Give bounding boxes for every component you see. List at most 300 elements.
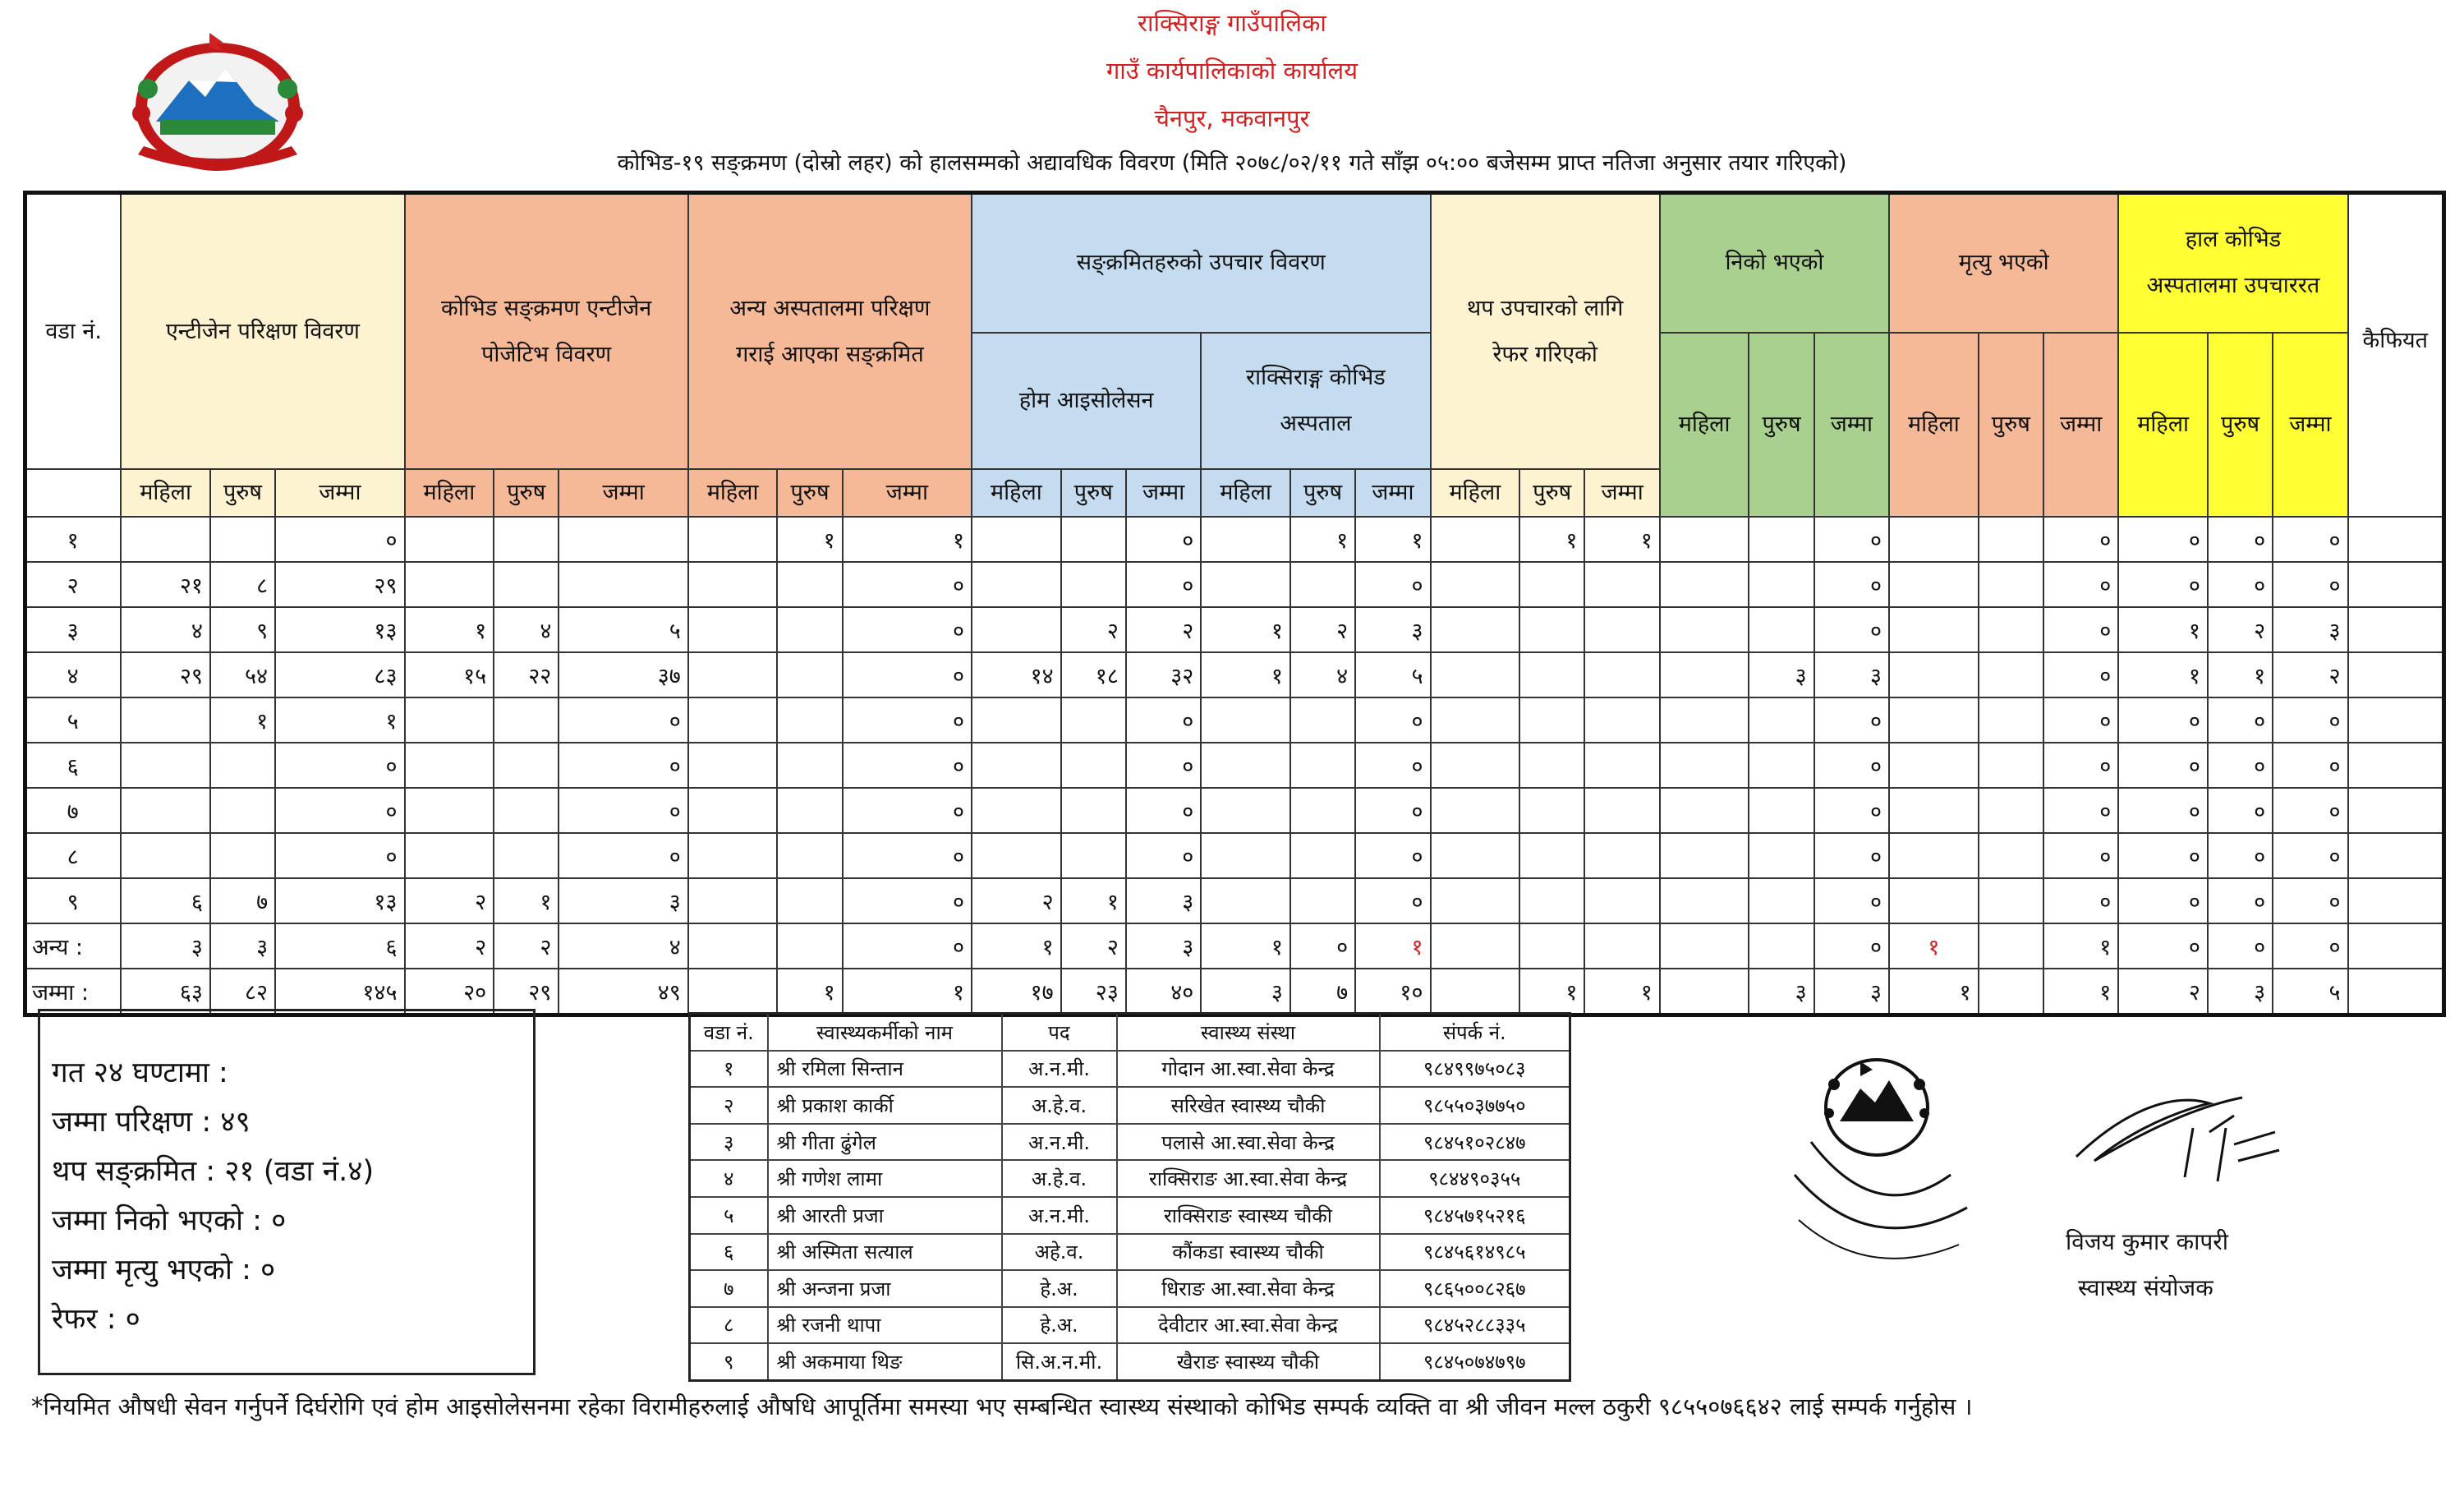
data-cell bbox=[1979, 652, 2043, 697]
data-cell bbox=[1660, 607, 1749, 652]
data-cell bbox=[494, 833, 559, 878]
staff-ward: ५ bbox=[690, 1197, 768, 1234]
staff-institution: सरिखेत स्वास्थ्य चौकी bbox=[1117, 1087, 1380, 1124]
data-cell: १३ bbox=[275, 607, 404, 652]
data-cell bbox=[1660, 969, 1749, 1015]
data-cell bbox=[2348, 607, 2444, 652]
group-current bbox=[2118, 193, 2347, 333]
data-cell bbox=[1660, 697, 1749, 743]
current-female: महिला bbox=[2118, 333, 2208, 518]
data-cell bbox=[405, 562, 494, 607]
data-cell bbox=[972, 562, 1061, 607]
data-cell bbox=[2348, 562, 2444, 607]
data-cell bbox=[210, 517, 275, 562]
data-cell: १ bbox=[777, 517, 842, 562]
data-cell: १ bbox=[275, 697, 404, 743]
data-cell bbox=[2348, 517, 2444, 562]
data-cell: ० bbox=[2118, 517, 2208, 562]
data-cell bbox=[405, 517, 494, 562]
data-cell: ० bbox=[843, 562, 972, 607]
staff-post: अ.न.मी. bbox=[1002, 1124, 1117, 1161]
data-cell: ३ bbox=[559, 878, 687, 923]
data-cell bbox=[494, 788, 559, 833]
header-line2: गाउँ कार्यपालिकाको कार्यालय bbox=[1106, 57, 1358, 85]
data-cell bbox=[1749, 607, 1814, 652]
staff-phone: ९८४५०७४७९७ bbox=[1380, 1343, 1570, 1380]
data-cell bbox=[1889, 562, 1979, 607]
table-row bbox=[25, 652, 2444, 697]
table-row bbox=[25, 833, 2444, 878]
data-cell: ० bbox=[2273, 697, 2347, 743]
data-cell bbox=[1290, 878, 1355, 923]
data-cell bbox=[1584, 652, 1659, 697]
data-cell bbox=[1431, 652, 1520, 697]
data-cell bbox=[1660, 652, 1749, 697]
data-cell: २३ bbox=[1061, 969, 1126, 1015]
staff-header-row bbox=[690, 1014, 1570, 1051]
staff-name: श्री रजनी थापा bbox=[768, 1307, 1002, 1344]
data-cell: ० bbox=[1126, 697, 1201, 743]
staff-row bbox=[690, 1234, 1570, 1271]
data-cell bbox=[1061, 833, 1126, 878]
data-cell: १ bbox=[494, 878, 559, 923]
data-cell: ० bbox=[1355, 788, 1430, 833]
summary-recovered: जम्मा निको भएको : ० bbox=[52, 1204, 287, 1237]
data-cell bbox=[1061, 743, 1126, 788]
group-other-line1: अन्य अस्पतालमा परिक्षण bbox=[729, 295, 931, 321]
data-cell: १४५ bbox=[275, 969, 404, 1015]
data-cell: १ bbox=[2118, 652, 2208, 697]
data-cell: ४ bbox=[494, 607, 559, 652]
data-cell bbox=[1979, 878, 2043, 923]
home-female: महिला bbox=[972, 469, 1061, 517]
data-cell: २ bbox=[1061, 607, 1126, 652]
data-cell bbox=[1749, 517, 1814, 562]
staff-row bbox=[690, 1307, 1570, 1344]
staff-row bbox=[690, 1160, 1570, 1197]
data-cell: २९ bbox=[275, 562, 404, 607]
group-referred-line2: रेफर गरिएको bbox=[1492, 341, 1597, 367]
data-cell bbox=[1584, 833, 1659, 878]
data-cell: ० bbox=[843, 878, 972, 923]
data-cell: १ bbox=[1584, 517, 1659, 562]
data-cell: ० bbox=[275, 833, 404, 878]
data-cell bbox=[1584, 743, 1659, 788]
staff-phone: ९८४९९७५०८३ bbox=[1380, 1051, 1570, 1088]
data-cell bbox=[1889, 697, 1979, 743]
data-cell: ० bbox=[2043, 833, 2118, 878]
data-cell bbox=[2348, 833, 2444, 878]
data-cell: ६ bbox=[121, 878, 210, 923]
data-cell: ३ bbox=[121, 923, 210, 969]
data-cell: २ bbox=[1290, 607, 1355, 652]
group-referred-line1: थप उपचारको लागि bbox=[1467, 295, 1624, 321]
data-cell bbox=[1290, 697, 1355, 743]
group-current-line1: हाल कोभिड bbox=[2185, 227, 2282, 253]
staff-body bbox=[690, 1051, 1570, 1381]
data-cell: ० bbox=[843, 652, 972, 697]
staff-ward: ९ bbox=[690, 1343, 768, 1380]
staff-col-institution: स्वास्थ्य संस्था bbox=[1117, 1014, 1380, 1051]
data-cell bbox=[1979, 969, 2043, 1015]
staff-institution: धिराङ आ.स्वा.सेवा केन्द्र bbox=[1117, 1270, 1380, 1307]
staff-phone: ९८४५१०२८४७ bbox=[1380, 1124, 1570, 1161]
ward-cell: जम्मा : bbox=[25, 969, 122, 1015]
data-cell bbox=[494, 743, 559, 788]
data-cell: १ bbox=[1290, 517, 1355, 562]
home-total: जम्मा bbox=[1126, 469, 1201, 517]
data-cell bbox=[1519, 607, 1584, 652]
data-cell bbox=[405, 833, 494, 878]
staff-name: श्री गीता ढुंगेल bbox=[768, 1124, 1002, 1161]
data-cell: ० bbox=[2208, 743, 2273, 788]
ward-cell: ९ bbox=[25, 878, 122, 923]
data-cell bbox=[121, 833, 210, 878]
data-cell: ० bbox=[2118, 878, 2208, 923]
ward-cell: २ bbox=[25, 562, 122, 607]
data-cell bbox=[1979, 923, 2043, 969]
data-cell bbox=[1584, 878, 1659, 923]
data-cell: ५ bbox=[559, 607, 687, 652]
group-current-line2: अस्पतालमा उपचाररत bbox=[2146, 273, 2320, 299]
data-cell: ४ bbox=[121, 607, 210, 652]
data-cell: ० bbox=[2273, 517, 2347, 562]
data-cell bbox=[688, 833, 778, 878]
death-male: पुरुष bbox=[1979, 333, 2043, 518]
staff-ward: ४ bbox=[690, 1160, 768, 1197]
data-cell bbox=[1290, 562, 1355, 607]
staff-ward: २ bbox=[690, 1087, 768, 1124]
data-cell: ० bbox=[2273, 923, 2347, 969]
covid-status-table bbox=[23, 191, 2446, 1017]
table-body bbox=[25, 517, 2444, 1015]
data-cell: ० bbox=[2118, 833, 2208, 878]
data-cell bbox=[1749, 833, 1814, 878]
data-cell bbox=[1979, 833, 2043, 878]
data-cell: ३ bbox=[1749, 652, 1814, 697]
data-cell: २ bbox=[405, 923, 494, 969]
data-cell bbox=[1979, 517, 2043, 562]
staff-post: हे.अ. bbox=[1002, 1307, 1117, 1344]
data-cell: ० bbox=[1126, 788, 1201, 833]
data-cell: ३ bbox=[2208, 969, 2273, 1015]
data-cell: ६३ bbox=[121, 969, 210, 1015]
data-cell bbox=[1201, 788, 1290, 833]
data-cell: ९ bbox=[210, 607, 275, 652]
data-cell bbox=[1519, 878, 1584, 923]
signature bbox=[2070, 1083, 2283, 1190]
data-cell: ० bbox=[2043, 788, 2118, 833]
other-male: पुरुष bbox=[777, 469, 842, 517]
table-row bbox=[25, 923, 2444, 969]
staff-institution: खैराङ स्वास्थ्य चौकी bbox=[1117, 1343, 1380, 1380]
data-cell: १७ bbox=[972, 969, 1061, 1015]
group-home-isolation: होम आइसोलेसन bbox=[972, 333, 1201, 470]
staff-phone: ९८४५७१५२१६ bbox=[1380, 1197, 1570, 1234]
col-remark: कैफियत bbox=[2348, 193, 2444, 518]
data-cell: ० bbox=[2043, 697, 2118, 743]
data-cell bbox=[777, 652, 842, 697]
data-cell bbox=[1201, 743, 1290, 788]
data-cell: ० bbox=[1814, 878, 1889, 923]
data-cell: ० bbox=[2273, 743, 2347, 788]
data-cell: २१ bbox=[121, 562, 210, 607]
group-positive bbox=[405, 193, 688, 470]
data-cell bbox=[210, 743, 275, 788]
data-cell bbox=[1584, 607, 1659, 652]
data-cell bbox=[1201, 833, 1290, 878]
data-cell: ० bbox=[2118, 743, 2208, 788]
staff-col-name: स्वास्थ्यकर्मीको नाम bbox=[768, 1014, 1002, 1051]
data-cell bbox=[121, 517, 210, 562]
data-cell: ० bbox=[2043, 517, 2118, 562]
data-cell: ६ bbox=[275, 923, 404, 969]
data-cell bbox=[777, 562, 842, 607]
data-cell: १ bbox=[843, 969, 972, 1015]
data-cell bbox=[1061, 788, 1126, 833]
data-cell bbox=[972, 833, 1061, 878]
group-hospital bbox=[1201, 333, 1430, 470]
staff-phone: ९८४४९०३५५ bbox=[1380, 1160, 1570, 1197]
data-cell: २९ bbox=[494, 969, 559, 1015]
data-cell: ० bbox=[559, 697, 687, 743]
data-cell: १८ bbox=[1061, 652, 1126, 697]
data-cell bbox=[777, 607, 842, 652]
col-ward: वडा नं. bbox=[25, 193, 122, 470]
data-cell bbox=[1749, 697, 1814, 743]
data-cell: ० bbox=[1126, 517, 1201, 562]
data-cell bbox=[494, 697, 559, 743]
staff-phone: ९८५५०३७७५० bbox=[1380, 1087, 1570, 1124]
data-cell bbox=[1889, 652, 1979, 697]
data-cell: ० bbox=[2043, 743, 2118, 788]
data-cell: ० bbox=[843, 923, 972, 969]
data-cell: ३२ bbox=[1126, 652, 1201, 697]
staff-post: अ.हे.व. bbox=[1002, 1087, 1117, 1124]
data-cell bbox=[1749, 878, 1814, 923]
data-cell bbox=[1660, 923, 1749, 969]
data-cell bbox=[2348, 788, 2444, 833]
data-cell: ३ bbox=[2273, 607, 2347, 652]
data-cell: ० bbox=[2273, 833, 2347, 878]
staff-name: श्री अकमाया थिङ bbox=[768, 1343, 1002, 1380]
data-cell bbox=[1889, 743, 1979, 788]
data-cell bbox=[688, 562, 778, 607]
group-referred bbox=[1431, 193, 1660, 470]
header-line1: राक्सिराङ्ग गाउँपालिका bbox=[1138, 9, 1326, 37]
data-cell: ० bbox=[2118, 923, 2208, 969]
staff-institution: कौंकडा स्वास्थ्य चौकी bbox=[1117, 1234, 1380, 1271]
data-cell: १ bbox=[843, 517, 972, 562]
data-cell bbox=[688, 652, 778, 697]
staff-ward: १ bbox=[690, 1051, 768, 1088]
data-cell bbox=[688, 878, 778, 923]
data-cell bbox=[1979, 562, 2043, 607]
data-cell: ० bbox=[843, 697, 972, 743]
data-cell bbox=[2348, 923, 2444, 969]
data-cell bbox=[688, 923, 778, 969]
group-positive-line2: पोजेटिभ विवरण bbox=[481, 341, 612, 367]
recovered-male: पुरुष bbox=[1749, 333, 1814, 518]
data-cell: ३ bbox=[1201, 969, 1290, 1015]
table-row bbox=[25, 517, 2444, 562]
data-cell: ० bbox=[1814, 833, 1889, 878]
data-cell: २ bbox=[2118, 969, 2208, 1015]
group-treatment: सङ्क्रमितहरुको उपचार विवरण bbox=[972, 193, 1430, 333]
staff-post: अहे.व. bbox=[1002, 1234, 1117, 1271]
data-cell bbox=[1519, 788, 1584, 833]
data-cell: १३ bbox=[275, 878, 404, 923]
group-hospital-line2: अस्पताल bbox=[1280, 410, 1352, 436]
staff-name: श्री प्रकाश कार्की bbox=[768, 1087, 1002, 1124]
staff-row bbox=[690, 1051, 1570, 1088]
data-cell: १ bbox=[1061, 878, 1126, 923]
staff-institution: देवीटार आ.स्वा.सेवा केन्द्र bbox=[1117, 1307, 1380, 1344]
positive-total: जम्मा bbox=[559, 469, 687, 517]
ward-cell: ८ bbox=[25, 833, 122, 878]
data-cell bbox=[1660, 562, 1749, 607]
data-cell: १ bbox=[2043, 969, 2118, 1015]
data-cell: १ bbox=[1201, 652, 1290, 697]
data-cell: ३७ bbox=[559, 652, 687, 697]
home-male: पुरुष bbox=[1061, 469, 1126, 517]
antigen-total: जम्मा bbox=[275, 469, 404, 517]
data-cell: २ bbox=[405, 878, 494, 923]
summary-heading: गत २४ घण्टामा : bbox=[52, 1056, 228, 1089]
data-cell bbox=[1431, 923, 1520, 969]
data-cell: ५४ bbox=[210, 652, 275, 697]
data-cell: ० bbox=[559, 833, 687, 878]
staff-col-post: पद bbox=[1002, 1014, 1117, 1051]
data-cell: ० bbox=[2118, 697, 2208, 743]
staff-ward: ३ bbox=[690, 1124, 768, 1161]
office-stamp bbox=[1778, 1052, 1975, 1273]
data-cell bbox=[1519, 923, 1584, 969]
data-cell: १५ bbox=[405, 652, 494, 697]
data-cell: ० bbox=[2273, 788, 2347, 833]
data-cell: २० bbox=[405, 969, 494, 1015]
group-hospital-line1: राक्सिराङ्ग कोभिड bbox=[1246, 364, 1386, 390]
data-cell: ३ bbox=[210, 923, 275, 969]
data-cell: १ bbox=[1889, 923, 1979, 969]
data-cell: ० bbox=[275, 517, 404, 562]
data-cell: २२ bbox=[494, 652, 559, 697]
data-cell: ४० bbox=[1126, 969, 1201, 1015]
data-cell: ४ bbox=[1290, 652, 1355, 697]
data-cell: ७ bbox=[1290, 969, 1355, 1015]
data-cell bbox=[688, 743, 778, 788]
data-cell bbox=[494, 562, 559, 607]
staff-name: श्री रमिला सिन्तान bbox=[768, 1051, 1002, 1088]
data-cell bbox=[777, 743, 842, 788]
group-recovered: निको भएको bbox=[1660, 193, 1889, 333]
summary-referred: रेफर : ० bbox=[52, 1303, 140, 1336]
signatory-name: विजय कुमार कापरी bbox=[2066, 1228, 2228, 1255]
data-cell bbox=[1431, 607, 1520, 652]
data-cell: ० bbox=[843, 833, 972, 878]
table-row bbox=[25, 607, 2444, 652]
staff-row bbox=[690, 1087, 1570, 1124]
other-total: जम्मा bbox=[843, 469, 972, 517]
data-cell: ३ bbox=[1814, 652, 1889, 697]
data-cell bbox=[1519, 652, 1584, 697]
data-cell bbox=[1749, 923, 1814, 969]
death-total: जम्मा bbox=[2043, 333, 2118, 518]
data-cell: १ bbox=[2118, 607, 2208, 652]
data-cell bbox=[688, 969, 778, 1015]
data-cell: ५ bbox=[1355, 652, 1430, 697]
staff-institution: राक्सिराङ स्वास्थ्य चौकी bbox=[1117, 1197, 1380, 1234]
staff-post: अ.हे.व. bbox=[1002, 1160, 1117, 1197]
data-cell: ८ bbox=[210, 562, 275, 607]
recovered-female: महिला bbox=[1660, 333, 1749, 518]
data-cell: १४ bbox=[972, 652, 1061, 697]
data-cell: ० bbox=[2043, 878, 2118, 923]
data-cell: ८३ bbox=[275, 652, 404, 697]
data-cell: ० bbox=[2118, 562, 2208, 607]
data-cell bbox=[1201, 878, 1290, 923]
data-cell: ० bbox=[2208, 517, 2273, 562]
data-cell: ० bbox=[1814, 562, 1889, 607]
data-cell: ० bbox=[843, 788, 972, 833]
data-cell: ० bbox=[1814, 517, 1889, 562]
footer-note: *नियमित औषधी सेवन गर्नुपर्ने दिर्घरोगि एवं होम आइसोलेसनमा रहेका विरामीहरुलाई औषधि आपूर्तिमा समस्या भए सम्बन्धित स्वास्थ्य संस्थाको कोभिड सम्पर्क व्यक्ति वा श्री जीवन मल्ल ठकुरी ९८५५०७६६४२ लाई सम्पर्क गर्नुहोस । bbox=[31, 1392, 1973, 1420]
referred-male: पुरुष bbox=[1519, 469, 1584, 517]
data-cell: ४९ bbox=[559, 969, 687, 1015]
death-female: महिला bbox=[1889, 333, 1979, 518]
summary-new-infected: थप सङ्क्रमित : २१ (वडा नं.४) bbox=[52, 1155, 375, 1188]
data-cell bbox=[1061, 562, 1126, 607]
staff-col-phone: संपर्क नं. bbox=[1380, 1014, 1570, 1051]
health-workers-table bbox=[688, 1012, 1571, 1382]
data-cell: २ bbox=[1061, 923, 1126, 969]
antigen-female: महिला bbox=[121, 469, 210, 517]
ward-cell: अन्य : bbox=[25, 923, 122, 969]
current-male: पुरुष bbox=[2208, 333, 2273, 518]
data-cell bbox=[777, 878, 842, 923]
data-cell: ० bbox=[1290, 923, 1355, 969]
data-cell bbox=[1431, 788, 1520, 833]
data-cell bbox=[405, 743, 494, 788]
data-cell bbox=[777, 788, 842, 833]
recovered-total: जम्मा bbox=[1814, 333, 1889, 518]
data-cell: १ bbox=[2043, 923, 2118, 969]
data-cell bbox=[1889, 788, 1979, 833]
data-cell: ३ bbox=[1749, 969, 1814, 1015]
data-cell: ० bbox=[843, 607, 972, 652]
data-cell bbox=[1431, 878, 1520, 923]
data-cell bbox=[1061, 697, 1126, 743]
data-cell: ० bbox=[1355, 878, 1430, 923]
data-cell: ० bbox=[559, 788, 687, 833]
data-cell: ७ bbox=[210, 878, 275, 923]
staff-name: श्री अन्जना प्रजा bbox=[768, 1270, 1002, 1307]
data-cell bbox=[2348, 969, 2444, 1015]
data-cell bbox=[1061, 517, 1126, 562]
data-cell bbox=[1431, 697, 1520, 743]
header-line3: चैनपुर, मकवानपुर bbox=[1154, 104, 1310, 132]
data-cell bbox=[1519, 833, 1584, 878]
hospital-female: महिला bbox=[1201, 469, 1290, 517]
staff-post: हे.अ. bbox=[1002, 1270, 1117, 1307]
data-cell: ० bbox=[559, 743, 687, 788]
data-cell bbox=[1889, 517, 1979, 562]
data-cell: ० bbox=[1126, 562, 1201, 607]
data-cell bbox=[777, 923, 842, 969]
data-cell bbox=[1584, 788, 1659, 833]
ward-cell: ५ bbox=[25, 697, 122, 743]
staff-row bbox=[690, 1124, 1570, 1161]
